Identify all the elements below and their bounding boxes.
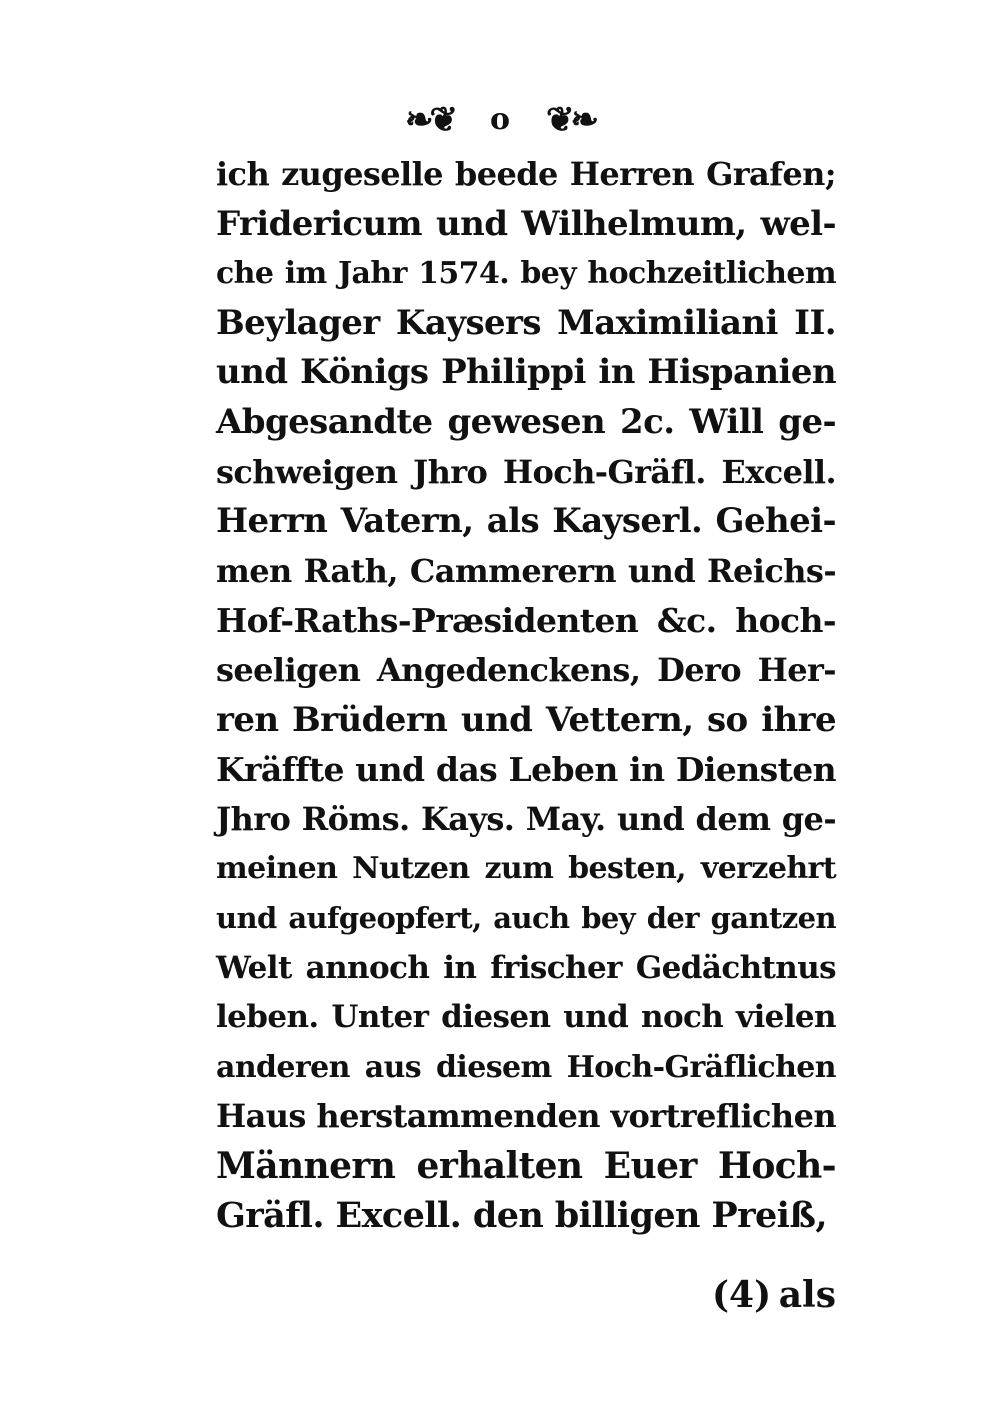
text-line: anderen aus diesem Hoch-Gräflichen [216, 1049, 836, 1085]
text-line: Herrn Vatern, als Kayserl. Gehei- [216, 501, 836, 542]
page-number: o [489, 102, 510, 137]
text-line: Männern erhalten Euer Hoch- [216, 1144, 836, 1187]
text-line: Haus herstammenden vortreflichen [216, 1097, 836, 1136]
ornament-left-icon: ❧❦ [405, 100, 454, 140]
text-line: Gräfl. Excell. den billigen Preiß, [216, 1195, 827, 1237]
text-line: Jhro Röms. Kays. May. und dem ge- [216, 799, 836, 838]
body-text [216, 150, 836, 1241]
text-line: Kräffte und das Leben in Diensten [216, 750, 836, 790]
page-header [0, 96, 1000, 144]
catchword: als [778, 1274, 836, 1316]
text-line: und aufgeopfert, auch bey der gantzen [216, 900, 836, 935]
text-line: Fridericum und Wilhelmum, wel- [216, 203, 836, 244]
text-line: meinen Nutzen zum besten, verzehrt [216, 851, 836, 887]
text-line: Abgesandte gewesen 2c. Will ge- [216, 401, 836, 442]
text-line: ich zugeselle beede Herren Grafen; [216, 155, 836, 193]
text-line: seeligen Angedenckens, Dero Her- [216, 650, 836, 689]
text-line: che im Jahr 1574. bey hochzeitlichem [216, 256, 836, 292]
text-line: schweigen Jhro Hoch-Gräfl. Excell. [216, 452, 836, 491]
ornament-right-icon: ❦❧ [546, 100, 595, 140]
text-line: ren Brüdern und Vettern, so ihre [216, 699, 836, 740]
text-line: und Königs Philippi in Hispanien [216, 352, 836, 393]
page-footer [216, 1270, 836, 1320]
text-line: Beylager Kaysers Maximiliani II. [216, 302, 836, 343]
signature-mark: (4) [712, 1274, 772, 1316]
text-line: Hof-Raths-Præsidenten &c. hoch- [216, 601, 836, 641]
text-line: men Rath, Cammerern und Reichs- [216, 551, 836, 590]
text-line: Welt annoch in frischer Gedächtnus [216, 949, 836, 986]
text-line: leben. Unter diesen und noch vielen [216, 999, 836, 1036]
